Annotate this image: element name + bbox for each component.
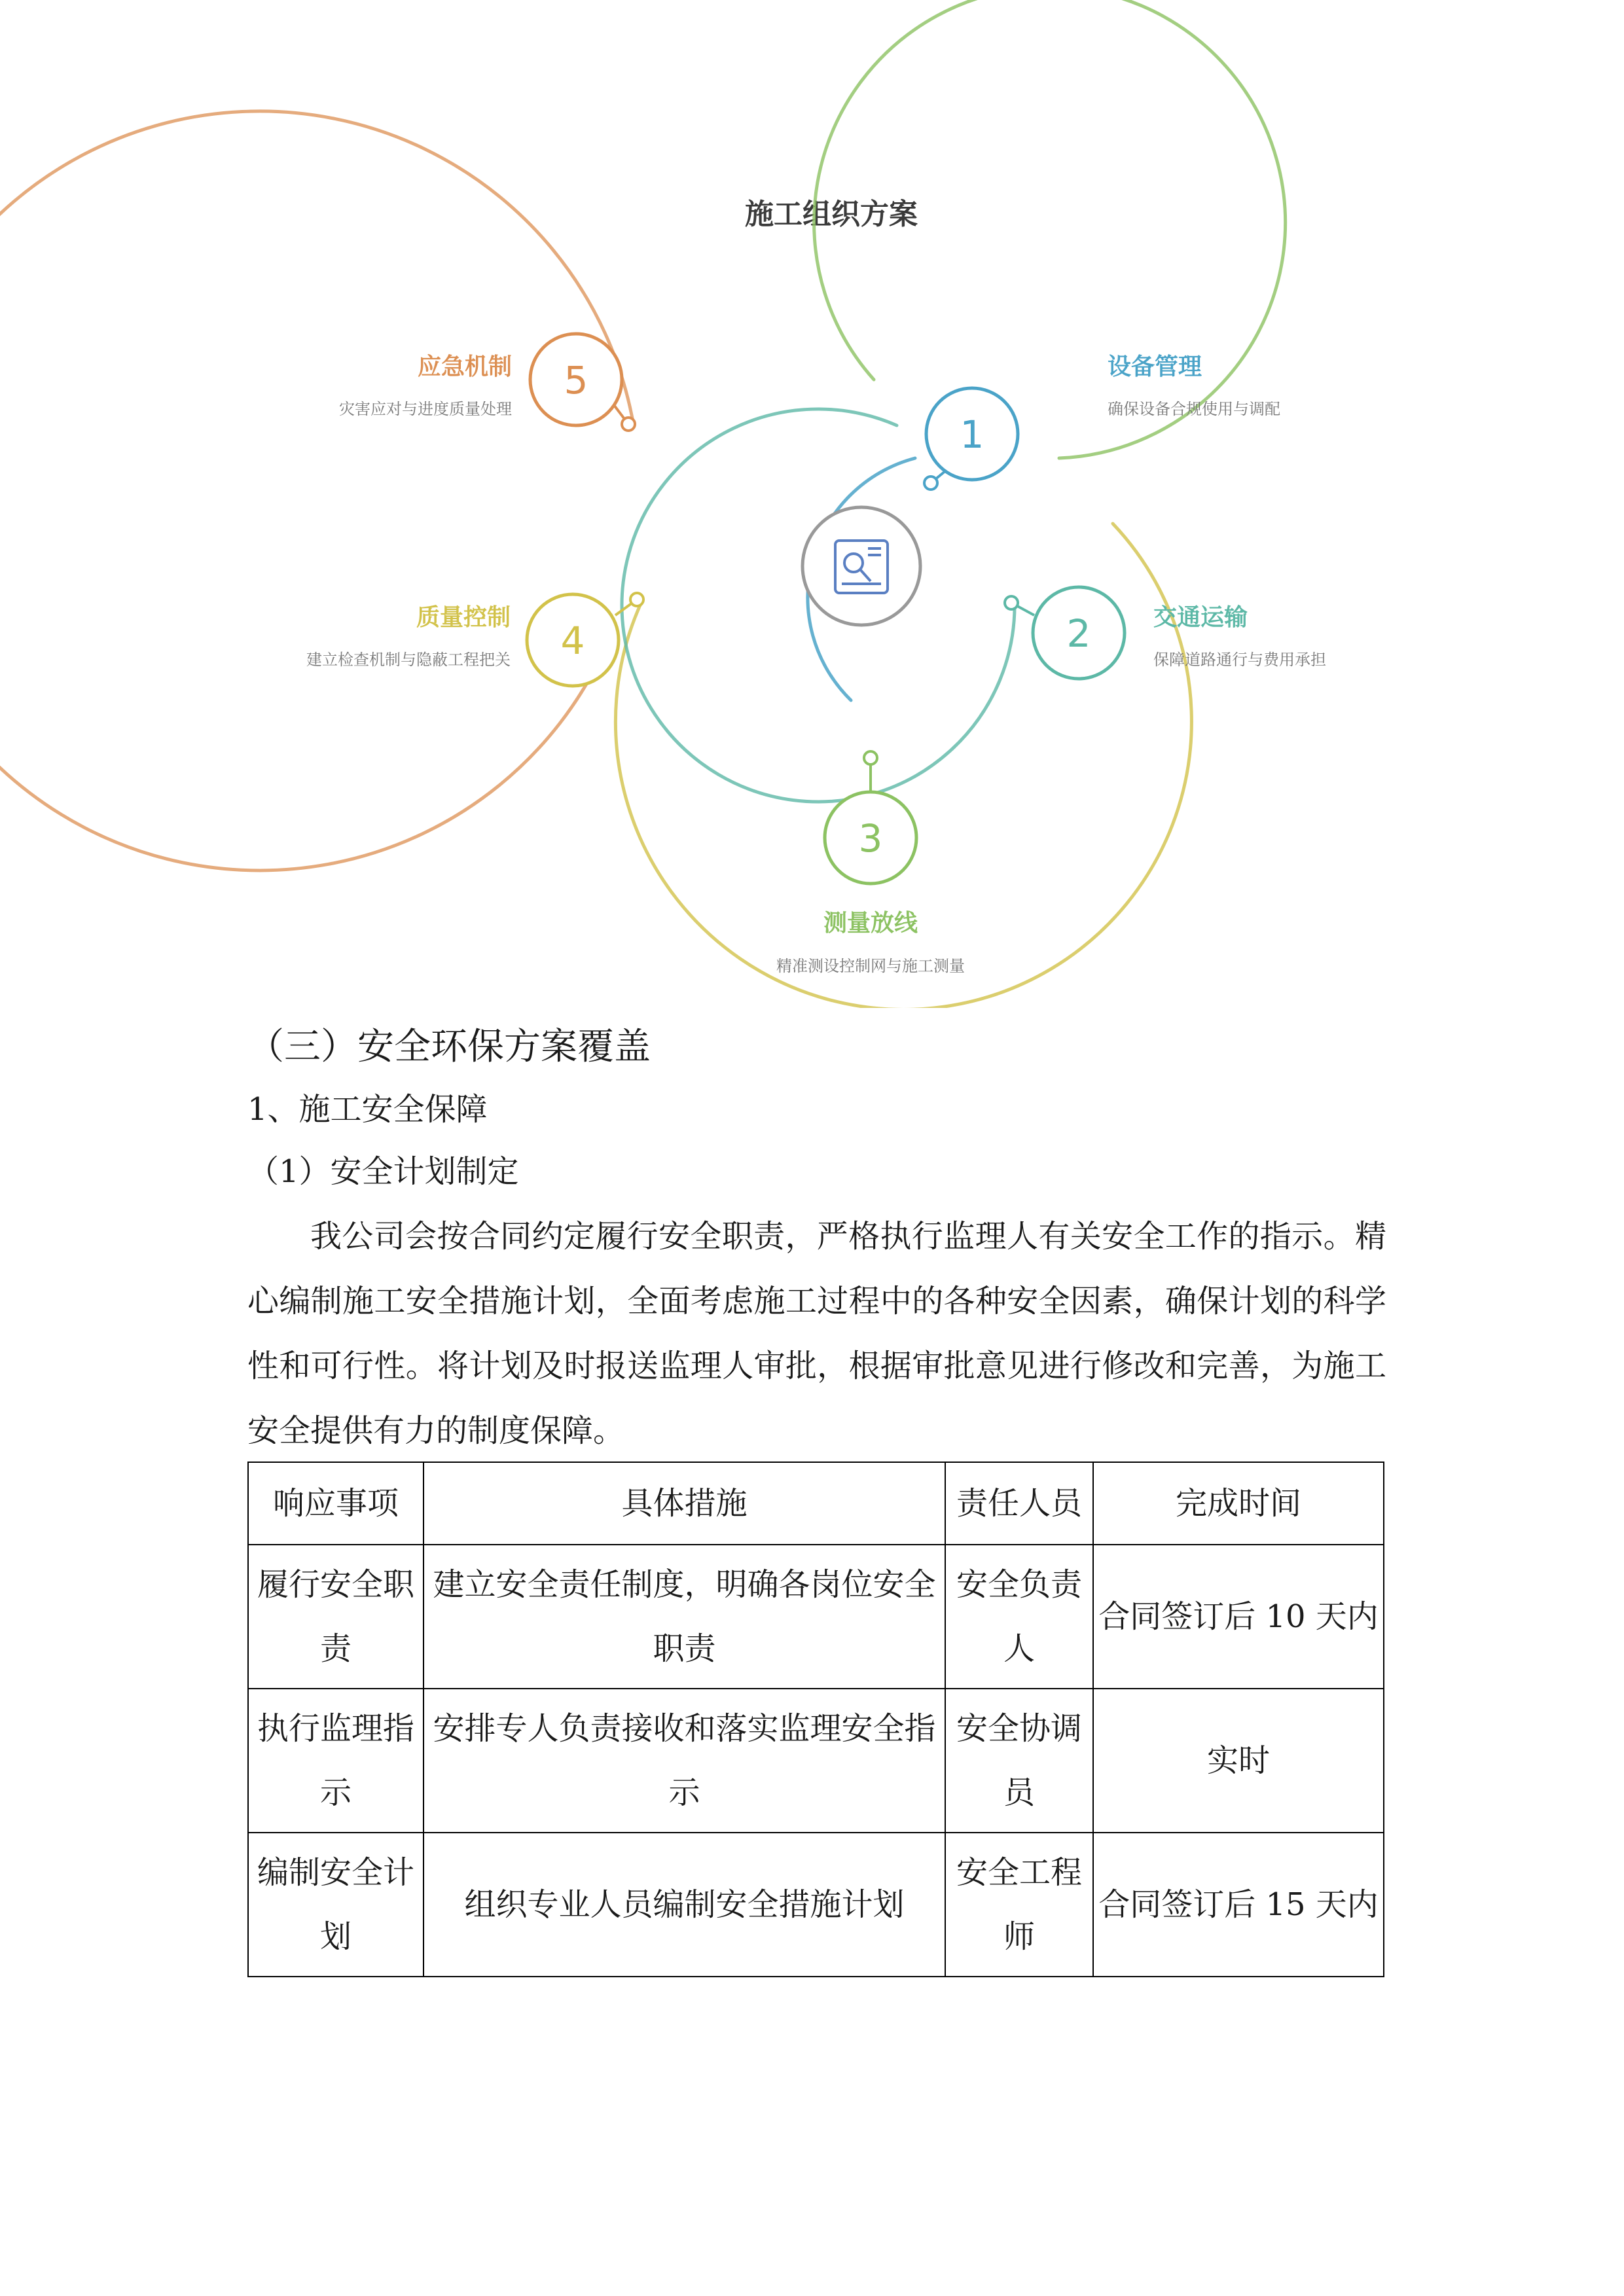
item-3-number: 3 <box>858 816 883 861</box>
table-header-row <box>248 1462 1384 1545</box>
diagram-item-4 <box>306 593 643 686</box>
table-cell: 组织专业人员编制安全措施计划 <box>424 1833 945 1977</box>
table-header-cell: 完成时间 <box>1093 1462 1384 1545</box>
table-cell: 实时 <box>1093 1689 1384 1833</box>
table-row <box>248 1833 1384 1977</box>
table-cell: 安全协调员 <box>945 1689 1093 1833</box>
table-cell: 编制安全计划 <box>248 1833 424 1977</box>
ring-5 <box>0 111 634 870</box>
item-5-desc: 灾害应对与进度质量处理 <box>339 400 512 418</box>
item-3-label: 测量放线 <box>823 910 918 937</box>
center-node <box>803 507 920 625</box>
item-3-desc: 精准测设控制网与施工测量 <box>776 957 965 975</box>
section-heading: （三）安全环保方案覆盖 <box>247 1026 651 1068</box>
table-row <box>248 1545 1384 1689</box>
table-row <box>248 1689 1384 1833</box>
item-1-label: 设备管理 <box>1108 353 1202 380</box>
diagram-item-5 <box>339 334 635 431</box>
item-1-desc: 确保设备合规使用与调配 <box>1108 400 1280 418</box>
item-4-number: 4 <box>560 619 585 663</box>
table-cell: 执行监理指示 <box>248 1689 424 1833</box>
response-table <box>247 1462 1384 1977</box>
table-header-cell: 具体措施 <box>424 1462 945 1545</box>
orbit-rings <box>0 0 1286 1008</box>
item-5-number: 5 <box>564 358 588 403</box>
table-cell: 履行安全职责 <box>248 1545 424 1689</box>
item-5-label: 应急机制 <box>417 353 512 380</box>
table-cell: 合同签订后 15 天内 <box>1093 1833 1384 1977</box>
item-2-number: 2 <box>1066 611 1091 656</box>
item-4-desc: 建立检查机制与隐蔽工程把关 <box>306 651 511 669</box>
body-paragraph: 我公司会按合同约定履行安全职责，严格执行监理人有关安全工作的指示。精心编制施工安全措施计划，全面考虑施工过程中的各种安全因素，确保计划的科学性和可行性。将计划及时报送监理人审批，根据审批意见进行修改和完善，为施工安全提供有力的制度保障。 <box>247 1218 1386 1449</box>
item-2-desc: 保障道路通行与费用承担 <box>1153 651 1326 669</box>
table-cell: 建立安全责任制度，明确各岗位安全职责 <box>424 1545 945 1689</box>
item-1-number: 1 <box>960 412 984 457</box>
item-2-label: 交通运输 <box>1153 604 1248 631</box>
table-cell: 合同签订后 10 天内 <box>1093 1545 1384 1689</box>
subsection-title: 1、施工安全保障 <box>247 1091 488 1128</box>
item-4-label: 质量控制 <box>416 604 511 631</box>
subsubsection-title: （1）安全计划制定 <box>247 1153 519 1190</box>
diagram-item-3 <box>776 751 965 975</box>
diagram-title: 施工组织方案 <box>745 198 918 231</box>
diagram-item-1 <box>924 353 1280 490</box>
construction-plan-diagram <box>0 0 1624 1008</box>
table-cell: 安排专人负责接收和落实监理安全指示 <box>424 1689 945 1833</box>
table-cell: 安全负责人 <box>945 1545 1093 1689</box>
table-header-cell: 责任人员 <box>945 1462 1093 1545</box>
table-cell: 安全工程师 <box>945 1833 1093 1977</box>
table-header-cell: 响应事项 <box>248 1462 424 1545</box>
